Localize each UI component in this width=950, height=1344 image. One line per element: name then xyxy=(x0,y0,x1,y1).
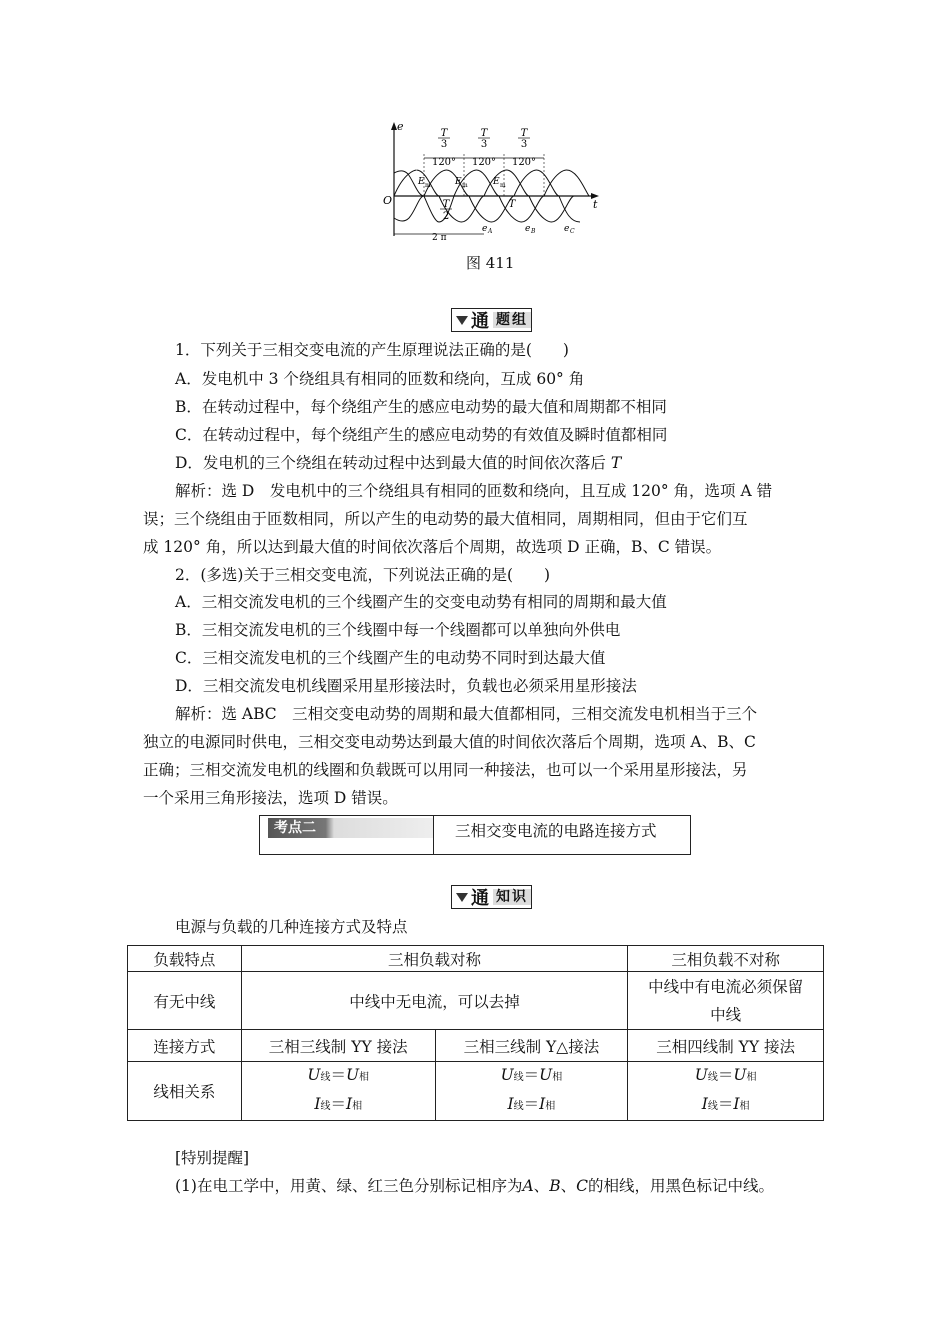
bracket3-T: T xyxy=(520,128,528,139)
relation-part: 线 xyxy=(320,1101,331,1112)
relation-part: I xyxy=(314,1095,321,1113)
relation-part: I xyxy=(345,1095,353,1113)
relation-cell xyxy=(241,1062,435,1121)
relation-part: 相 xyxy=(359,1072,370,1083)
table-cell: 连接方式 xyxy=(128,1030,242,1062)
bracket1-T: T xyxy=(440,128,448,139)
em-sub-1: m xyxy=(425,182,431,189)
relation-part: ＝ xyxy=(330,1095,346,1113)
q2-answer-line2: 独立的电源同时供电，三相交变电动势达到最大值的时间依次落后个周期，选项 A、B、C xyxy=(143,733,756,751)
eB-sub: B xyxy=(531,228,536,235)
q1-answer-line3: 成 120° 角，所以达到最大值的时间依次落后个周期，故选项 D 正确，B、C 错误。 xyxy=(143,538,722,556)
relation-line xyxy=(632,1062,819,1091)
kaodian-title: 三相交变电流的电路连接方式 xyxy=(455,822,657,840)
table-cell: 中线中无电流，可以去掉 xyxy=(241,972,627,1030)
kaodian-tag: 考点二 xyxy=(274,820,316,836)
relation-part: I xyxy=(507,1095,514,1113)
relation-part: 相 xyxy=(746,1072,757,1083)
half-T-top: T xyxy=(442,199,450,210)
bracket3-3: 3 xyxy=(520,139,528,150)
q2-option-b: B．三相交流发电机的三个线圈中每一个线圈都可以单独向外供电 xyxy=(175,621,621,639)
em-label-1: E xyxy=(418,177,425,187)
note-p1-pre: (1)在电工学中，用黄、绿、红三色分别标记相序为 xyxy=(175,1177,523,1195)
bracket1-3: 3 xyxy=(440,139,448,150)
relation-part: 相 xyxy=(739,1101,750,1112)
relation-part: I xyxy=(539,1095,546,1113)
badge-sub-text: 知识 xyxy=(493,889,531,905)
relation-cell xyxy=(435,1062,628,1121)
note-p1-sep1: 、 xyxy=(533,1177,550,1195)
eC-label: e xyxy=(564,224,570,234)
table-cell: 三相负载对称 xyxy=(241,946,627,972)
eC-sub: C xyxy=(570,228,575,235)
q2-stem: 2．(多选)关于三相交变电流，下列说法正确的是( ) xyxy=(175,566,551,584)
q2-option-a: A．三相交流发电机的三个线圈产生的交变电动势有相同的周期和最大值 xyxy=(175,593,667,611)
two-pi-label: 2 π xyxy=(432,233,447,243)
relation-part: U xyxy=(539,1066,553,1084)
table-cell: 有无中线 xyxy=(128,972,242,1030)
eB-label: e xyxy=(525,224,531,234)
relation-part: U xyxy=(694,1066,708,1084)
q2-answer-line4: 一个采用三角形接法，选项 D 错误。 xyxy=(143,789,398,807)
relation-part: 相 xyxy=(552,1072,563,1083)
q1-option-d-text: D．发电机的三个绕组在转动过程中达到最大值的时间依次落后 xyxy=(175,454,606,472)
relation-part: I xyxy=(733,1095,740,1113)
relation-part: ＝ xyxy=(330,1066,346,1084)
three-phase-waveform-figure xyxy=(380,118,605,248)
relation-part: U xyxy=(307,1066,321,1084)
note-heading: [特别提醒] xyxy=(175,1149,250,1167)
relation-line xyxy=(440,1091,624,1120)
relation-part: ＝ xyxy=(717,1066,734,1084)
relation-line xyxy=(246,1091,431,1120)
relation-cell xyxy=(628,1062,824,1121)
table-row xyxy=(128,972,824,1030)
note-p1-sep2: 、 xyxy=(560,1177,577,1195)
bracket1-120: 120° xyxy=(431,157,457,168)
eA-label: e xyxy=(482,224,488,234)
relation-line xyxy=(632,1091,819,1120)
table-cell: 三相四线制 YY 接法 xyxy=(628,1030,824,1062)
bracket3-120: 120° xyxy=(511,157,537,168)
relation-part: ＝ xyxy=(523,1066,540,1084)
table-row xyxy=(128,1062,824,1121)
bracket2-120: 120° xyxy=(471,157,497,168)
section-badge-tongtizu xyxy=(451,308,532,332)
table-cell-line2: 中线 xyxy=(710,1005,742,1024)
q1-option-b: B．在转动过程中，每个绕组产生的感应电动势的最大值和周期都不相同 xyxy=(175,398,667,416)
table-cell-line1: 中线中有电流必须保留 xyxy=(648,977,804,996)
bracket2-3: 3 xyxy=(480,139,488,150)
q1-answer-line1: 解析：选 D 发电机中的三个绕组具有相同的匝数和绕向，且互成 120° 角，选项 A 错 xyxy=(175,482,773,500)
triangle-icon xyxy=(456,893,468,902)
em-label-3: E xyxy=(493,177,500,187)
table-cell: 三相负载不对称 xyxy=(628,946,824,972)
q1-option-a: A．发电机中 3 个绕组具有相同的匝数和绕向，互成 60° 角 xyxy=(175,370,585,388)
note-paragraph-1 xyxy=(175,1176,774,1196)
table-cell: 三相三线制 Y△接法 xyxy=(435,1030,628,1062)
q1-option-d-var: T xyxy=(610,454,622,472)
badge-main-char: 通 xyxy=(471,888,489,909)
eA-sub: A xyxy=(488,228,493,235)
section-badge-tongzhishi xyxy=(451,885,532,909)
table-intro: 电源与负载的几种连接方式及特点 xyxy=(175,918,408,936)
relation-part: 线 xyxy=(513,1072,524,1083)
table-row xyxy=(128,1030,824,1062)
badge-sub-text: 题组 xyxy=(493,312,531,328)
relation-part: U xyxy=(345,1066,360,1084)
q1-option-c: C．在转动过程中，每个绕组产生的感应电动势的有效值及瞬时值都相同 xyxy=(175,426,668,444)
relation-part: U xyxy=(733,1066,747,1084)
relation-part: 线 xyxy=(707,1101,718,1112)
relation-part: ＝ xyxy=(717,1095,734,1113)
table-cell: 三相三线制 YY 接法 xyxy=(241,1030,435,1062)
T-axis-label: T xyxy=(508,199,516,210)
origin-label: O xyxy=(383,194,393,207)
relation-line xyxy=(440,1062,624,1091)
triangle-icon xyxy=(456,316,468,325)
figure-caption: 图 411 xyxy=(466,254,515,272)
em-sub-2: m xyxy=(462,182,468,189)
q1-option-d xyxy=(175,453,621,473)
note-p1-A: A xyxy=(522,1177,534,1195)
relation-part: 相 xyxy=(352,1101,363,1112)
relation-part: ＝ xyxy=(523,1095,540,1113)
em-sub-3: m xyxy=(500,182,506,189)
q2-option-c: C．三相交流发电机的三个线圈产生的电动势不同时到达最大值 xyxy=(175,649,606,667)
relation-part: I xyxy=(701,1095,708,1113)
relation-line xyxy=(246,1062,431,1091)
kaodian-divider xyxy=(433,816,434,854)
note-p1-C: C xyxy=(576,1177,588,1195)
table-row xyxy=(128,946,824,972)
half-T-bottom: 2 xyxy=(442,211,450,222)
kaodian-box xyxy=(259,815,691,855)
q1-stem: 1．下列关于三相交变电流的产生原理说法正确的是( ) xyxy=(175,341,569,359)
relation-part: 线 xyxy=(707,1072,718,1083)
table-cell xyxy=(628,972,824,1030)
table-cell: 负载特点 xyxy=(128,946,242,972)
q1-answer-line2: 误；三个绕组由于匝数相同，所以产生的电动势的最大值相同，周期相同，但由于它们互 xyxy=(143,510,748,528)
kaodian-tag-bar xyxy=(268,818,433,838)
connection-table xyxy=(127,945,824,1121)
note-p1-B: B xyxy=(549,1177,561,1195)
axis-e-label: e xyxy=(397,120,404,133)
axis-t-label: t xyxy=(593,198,598,211)
note-p1-post: 的相线，用黑色标记中线。 xyxy=(587,1177,774,1195)
relation-part: U xyxy=(500,1066,514,1084)
relation-part: 线 xyxy=(513,1101,524,1112)
table-cell: 线相关系 xyxy=(128,1062,242,1121)
relation-part: 线 xyxy=(320,1072,331,1083)
em-label-2: E xyxy=(455,177,462,187)
badge-main-char: 通 xyxy=(471,311,489,332)
q2-answer-line1: 解析：选 ABC 三相交变电动势的周期和最大值都相同，三相交流发电机相当于三个 xyxy=(175,705,758,723)
bracket2-T: T xyxy=(480,128,488,139)
q2-option-d: D．三相交流发电机线圈采用星形接法时，负载也必须采用星形接法 xyxy=(175,677,637,695)
relation-part: 相 xyxy=(545,1101,556,1112)
q2-answer-line3: 正确；三相交流发电机的线圈和负载既可以用同一种接法，也可以一个采用星形接法，另 xyxy=(143,761,748,779)
